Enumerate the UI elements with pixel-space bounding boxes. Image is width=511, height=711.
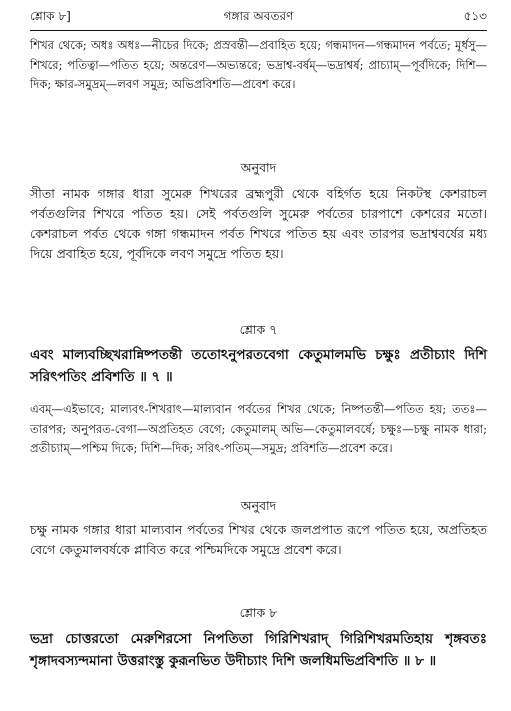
page-number: ৫১৩ <box>463 9 487 23</box>
verse-text: এবং মাল্যবচ্ছিখরান্নিষ্পতন্তী ততোঽনুপরতবেগা কেতুমালমভি চক্ষুঃ প্রতীচ্যাং দিশি সরিৎপতিং প্রবিশতি ॥ ৭ ॥ <box>30 347 487 385</box>
verse-heading: শ্লোক ৭ <box>239 322 278 337</box>
header-chapter-title: গঙ্গার অবতরণ <box>223 9 294 23</box>
translation-heading: অনুবাদ <box>240 160 277 175</box>
translation-paragraph: সীতা নামক গঙ্গার ধারা সুমেরু শিখরের ব্রহ্মপুরী থেকে বহির্গত হয়ে নিকটস্থ কেশরাচল পর্বতগুলির শিখরে পতিত হয়। সেই পর্বতগুলি সুমেরু পর্বতের চারপাশে কেশরের মতো। কেশরাচল পর্বত থেকে গঙ্গা গন্ধমাদন পর্বত শিখরে পতিত হয় এবং তারপর ভদ্রাশ্ববর্ষের মধ্য দিয়ে প্রবাহিত হয়ে, পূর্বদিকে লবণ সমুদ্রে পতিত হয়। <box>30 186 487 261</box>
translation-heading-2: অনুবাদ <box>240 498 277 513</box>
translation-paragraph-2: চক্ষু নামক গঙ্গার ধারা মাল্যবান পর্বতের শিখর থেকে জলপ্রপাত রূপে পতিত হয়ে, অপ্রতিহত বেগে কেতুমালবর্ষকে প্লাবিত করে পশ্চিমদিকে সমুদ্রে প্রবেশ করে। <box>30 522 487 557</box>
header-rule <box>30 30 487 31</box>
header-verse-ref: শ্লোক ৮] <box>30 9 71 23</box>
verse-text-2: ভদ্রা চোত্তরতো মেরুশিরসো নিপতিতা গিরিশিখরাদ্ গিরিশিখরমতিহায় শৃঙ্গবতঃ শৃঙ্গাদবস্যন্দমানা উত্তরাংস্তু কুরূনভিত উদীচ্যাং দিশি জলধিমভিপ্রবিশতি ॥ ৮ ॥ <box>30 631 487 669</box>
verse-heading-2: শ্লোক ৮ <box>239 605 278 620</box>
running-header <box>30 8 487 30</box>
word-gloss: এবম্—এইভাবে; মাল্যবৎ-শিখরাৎ—মাল্যবান পর্বতের শিখর থেকে; নিষ্পতন্তী—পতিত হয়; ততঃ—তারপর; অনুপরত-বেগা—অপ্রতিহত বেগে; কেতুমালম্ অভি—কেতুমালবর্ষে; চক্ষুঃ—চক্ষু নামক ধারা; প্রতীচ্যাম্—পশ্চিম দিকে; দিশি—দিক; সরিৎ-পতিম্—সমুদ্র; প্রবিশতি—প্রবেশ করে। <box>30 402 487 455</box>
word-gloss-continued: শিখর থেকে; অধঃ অধঃ—নীচের দিকে; প্রস্রবন্তী—প্রবাহিত হয়ে; গন্ধমাদন—গন্ধমাদন পর্বতে; মূর্ধসু—শিখরে; পতিত্বা—পতিত হয়ে; অন্তরেণ—অভ্যন্তরে; ভদ্রাশ্ব-বর্ষম্—ভদ্রাশ্বর্ষ; প্রাচ্যাম্—পূর্বদিকে; দিশি—দিক; ক্ষার-সমুদ্রম্—লবণ সমুদ্র; অভিপ্রবিশতি—প্রবেশ করে। <box>30 38 487 91</box>
